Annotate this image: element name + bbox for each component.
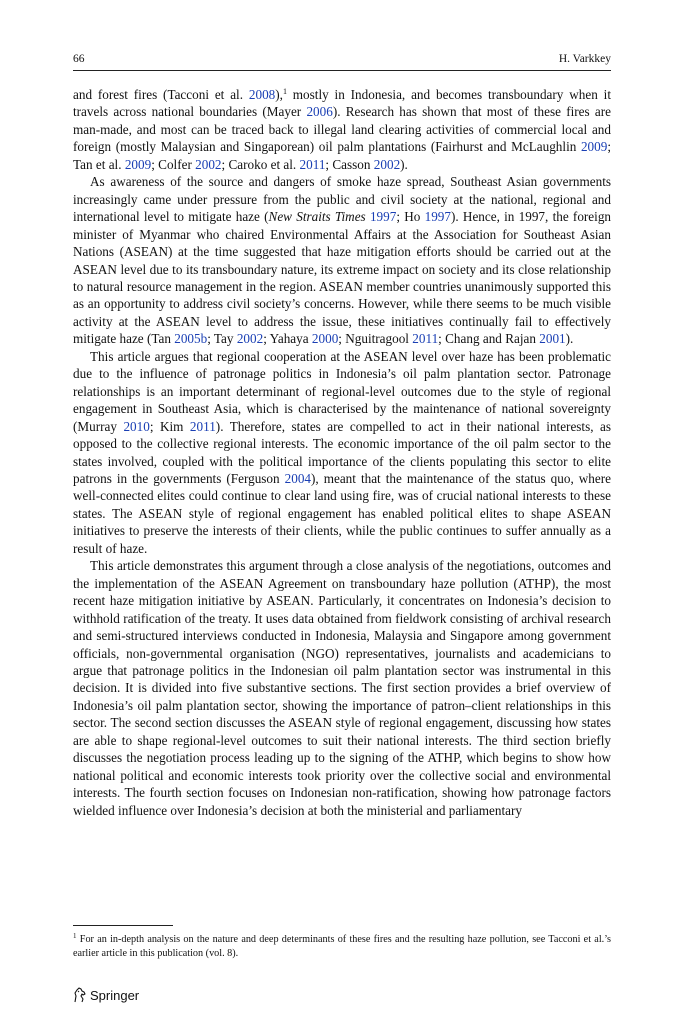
text-run: ). Therefore, states are compelled to act in their national interests, as opposed to the collective regional interests. The economic importance of the oil palm sector to the states involved, coupled with the political importance of the clients populating this sector to elite patrons in the governments (Ferguson [73, 418, 611, 486]
text-run: ). Hence, in 1997, the foreign minister of Myanmar who chaired Environmental Affairs at the Association for Southeast Asian Nations (ASEAN) at the time suggested that haze mitigation efforts should be carried out at the ASEAN level due to its transboundary nature, its extreme impact on society and its close relationship to natural resource management in the region. ASEAN member countries unanimously supported this as an opportunity to address civil society’s concerns. However, while there seems to be much visible activity at the ASEAN level to address the issue, these initiatives continually fail to effectively mitigate haze (Tan [73, 209, 612, 347]
citation-link: 2009 [580, 139, 608, 155]
text-run: ; Tay [207, 331, 237, 347]
citation-link: 2008 [248, 87, 276, 102]
citation-link: 2011 [412, 331, 439, 347]
text-run: mostly in Indonesia, and becomes transboundary when it travels across national boundaries (Mayer [73, 87, 611, 120]
text-run: ). [565, 331, 574, 347]
citation-link: 1997 [424, 209, 451, 225]
citation-link: 2010 [123, 418, 150, 434]
text-run: ). [400, 156, 408, 172]
citation-link: 2002 [195, 156, 222, 172]
text-run: ), meant that the maintenance of the status quo, where well-connected elites could continue to clear land using fire, was of crucial national interests to these states. The ASEAN style of regional engagement has enabled political elites to shape ASEAN initiatives to preserve the interests of their clients, while the public continues to suffer annually as a result of haze. [73, 470, 611, 556]
italic-text: New Straits Times [268, 209, 366, 225]
text-run: ), [275, 87, 283, 102]
text-run: ; Yahaya [263, 331, 312, 347]
text-run: ; Casson [325, 156, 374, 172]
paragraph [73, 86, 611, 173]
text-run: ; Chang and Rajan [438, 331, 540, 347]
text-run: ; Nguitragool [338, 331, 413, 347]
footnote-ref: 1 [282, 87, 287, 96]
citation-link: 2011 [189, 418, 216, 434]
springer-horse-icon [73, 987, 87, 1003]
text-run: This article argues that regional cooperation at the ASEAN level over haze has been problematic due to the influence of patronage politics in Indonesia’s oil palm plantation sector. Patronage relationships is an important determinant of regional-level outcomes due to the style of regional engagement in Southeast Asia, which is characterised by the maintenance of national sovereignty (Murray [73, 348, 611, 434]
citation-link: 2000 [311, 331, 339, 347]
text-run: ; Caroko et al. [221, 156, 300, 172]
citation-link: 2004 [284, 470, 311, 486]
text-run: This article demonstrates this argument through a close analysis of the negotiations, outcomes and the implementation of the ASEAN Agreement on transboundary haze pollution (ATHP), the most recent haze mitigation initiative by ASEAN. Particularly, it concentrates on Indonesia’s decision to withhold ratification of the treaty. It uses data obtained from fieldwork consisting of archival research and semi-structured interviews conducted in Indonesia, Malaysia and Singapore among government officials, non-governmental organisation (NGO) representatives, journalists and academicians to argue that patronage politics in the Indonesian oil palm plantation sector was instrumental in this decision. It is divided into five substantive sections. The first section provides a brief overview of Indonesia’s oil palm plantation sector, showing the importance of patron–client relationships in this sector. The second section discusses the ASEAN style of regional engagement, discussing how states are able to shape regional-level outcomes to suit their national interests. The third section briefly discusses the negotiation process leading up to the signing of the ATHP, which begins to show how national political and economic interests took priority over the collective social and environmental interests. The fourth section focuses on Indonesian non-ratification, showing how patronage factors wielded influence over Indonesia’s decision at both the ministerial and parliamentary [73, 558, 611, 818]
publisher-logo [73, 986, 139, 1004]
page-number: 66 [73, 53, 85, 65]
footnote [73, 933, 611, 960]
text-run: ; Kim [149, 418, 190, 434]
publisher-name: Springer [90, 987, 140, 1003]
text-run: ; Colfer [151, 156, 196, 172]
citation-link: 2002 [373, 156, 401, 172]
citation-link: 2011 [299, 156, 326, 172]
citation-link: 2001 [539, 331, 566, 347]
text-run: As awareness of the source and dangers of smoke haze spread, Southeast Asian governments increasingly came under pressure from the public and civil society at the national, regional and international level to mitigate haze ( [73, 174, 611, 225]
footnote-marker: 1 [73, 932, 77, 940]
citation-link: 2006 [306, 104, 333, 120]
paragraph [73, 557, 611, 819]
text-run: ; Ho [396, 209, 425, 225]
citation-link: 2002 [236, 331, 264, 347]
text-run: and forest fires (Tacconi et al. [73, 87, 249, 102]
paragraph [73, 348, 611, 557]
footnote-rule [73, 925, 173, 926]
header-rule [73, 70, 611, 71]
text-run: ). Research has shown that most of these fires are man-made, and most can be traced back to illegal land clearing activities of commercial local and foreign (mostly Malaysian and Singaporean) oil palm plantations (Fairhurst and McLaughlin [73, 104, 611, 155]
citation-link: 2005b [174, 331, 208, 347]
citation-link: 1997 [369, 209, 397, 225]
citation-link: 2009 [124, 156, 152, 172]
paragraph [73, 173, 611, 348]
footnote-text: For an in-depth analysis on the nature and deep determinants of these fires and the resulting haze pollution, see Tacconi et al.’s earlier article in this publication (vol. 8). [73, 934, 611, 959]
running-author: H. Varkkey [558, 53, 611, 65]
text-run: ; Tan et al. [73, 139, 611, 172]
article-body [73, 86, 611, 819]
